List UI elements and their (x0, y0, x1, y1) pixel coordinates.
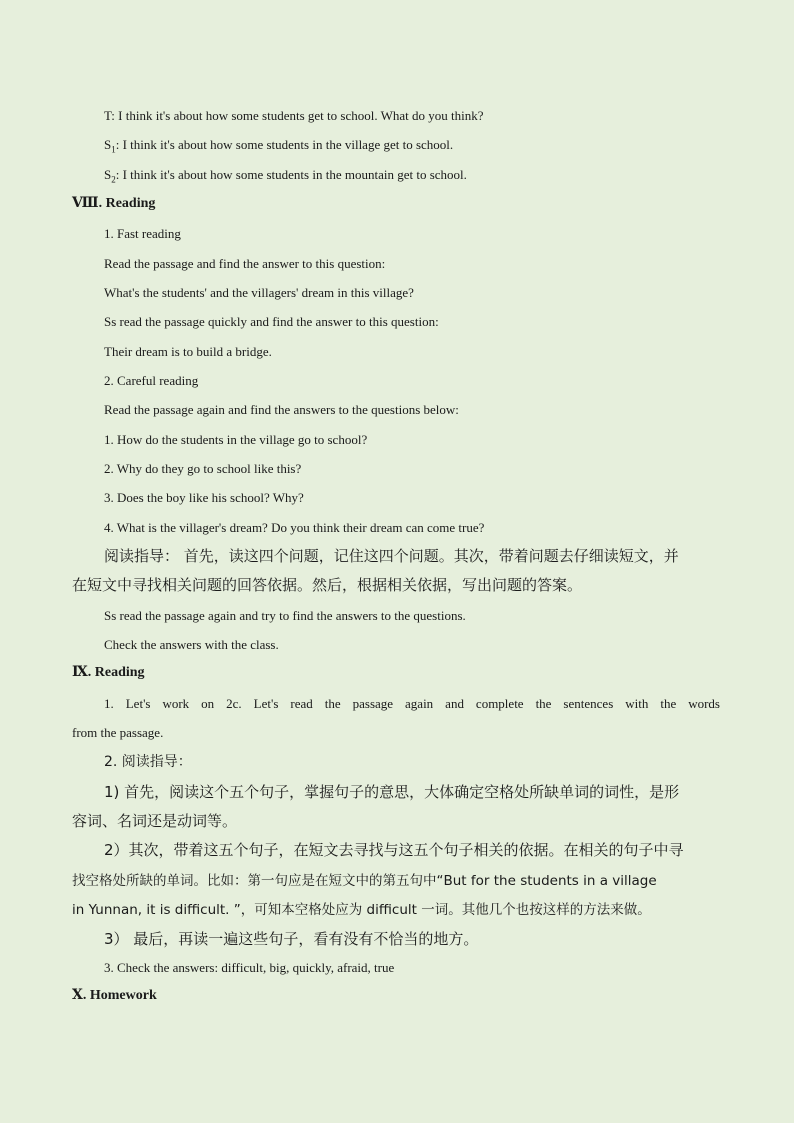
reading-guide-line2: 在短文中寻找相关问题的回答依据。然后，根据相关依据，写出问题的答案。 (72, 576, 583, 594)
section8-heading: Ⅷ. Reading (72, 196, 156, 211)
step2-line2: 找空格处所缺的单词。比如：第一句应是在短文中的第五句中“But for the students in a village (72, 873, 657, 889)
step1-line1: 1) 首先，阅读这个五个句子，掌握句子的意思，大体确定空格处所缺单词的词性，是形 (104, 783, 680, 801)
section9-item2: 2. 阅读指导： (104, 754, 192, 770)
section9-heading: Ⅸ. Reading (72, 665, 145, 680)
question-item: 1. How do the students in the village go to school? (104, 432, 368, 447)
careful-reading-title: 2. Careful reading (104, 373, 199, 388)
fast-reading-title: 1. Fast reading (104, 226, 181, 241)
fast-reading-answer: Their dream is to build a bridge. (104, 344, 272, 359)
dialogue-student2-line (104, 167, 467, 185)
section9-item1-line1: 1. Let's work on 2c. Let's read the passage again and complete the sentences with the words (104, 696, 720, 711)
question-item: 2. Why do they go to school like this? (104, 461, 302, 476)
question-item: 3. Does the boy like his school? Why? (104, 490, 304, 505)
section9-item3: 3. Check the answers: difficult, big, quickly, afraid, true (104, 960, 395, 975)
fast-reading-instruction: Read the passage and find the answer to this question: (104, 256, 386, 271)
step3-line: 3） 最后，再读一遍这些句子，看有没有不恰当的地方。 (104, 930, 479, 948)
step2-line3: in Yunnan, it is difficult. ”，可知本空格处应为 difficult 一词。其他几个也按这样的方法来做。 (72, 902, 651, 918)
student2-subscript: 2 (111, 174, 116, 185)
step1-line2: 容词、名词还是动词等。 (72, 812, 238, 830)
student1-text: : I think it's about how some students in the village get to school. (115, 137, 454, 152)
question-item: 4. What is the villager's dream? Do you think their dream can come true? (104, 520, 485, 535)
careful-reading-instruction: Read the passage again and find the answers to the questions below: (104, 402, 459, 417)
student1-subscript: 1 (111, 144, 116, 155)
step2-line1: 2）其次，带着这五个句子，在短文去寻找与这五个句子相关的依据。在相关的句子中寻 (104, 841, 684, 859)
fast-reading-ss: Ss read the passage quickly and find the answer to this question: (104, 314, 439, 329)
dialogue-student1-line (104, 137, 453, 155)
student2-prefix: S (104, 167, 112, 182)
check-answers-class: Check the answers with the class. (104, 637, 279, 652)
ss-read-again: Ss read the passage again and try to find the answers to the questions. (104, 608, 466, 623)
section9-item1-line2: from the passage. (72, 725, 164, 740)
student1-prefix: S (104, 137, 112, 152)
student2-text: : I think it's about how some students in the mountain get to school. (115, 167, 467, 182)
reading-guide-line1: 阅读指导： 首先，读这四个问题，记住这四个问题。其次，带着问题去仔细读短文，并 (104, 547, 679, 565)
dialogue-teacher-line: T: I think it's about how some students get to school. What do you think? (104, 108, 484, 123)
section10-heading: Ⅹ. Homework (72, 988, 157, 1003)
fast-reading-question: What's the students' and the villagers' dream in this village? (104, 285, 414, 300)
